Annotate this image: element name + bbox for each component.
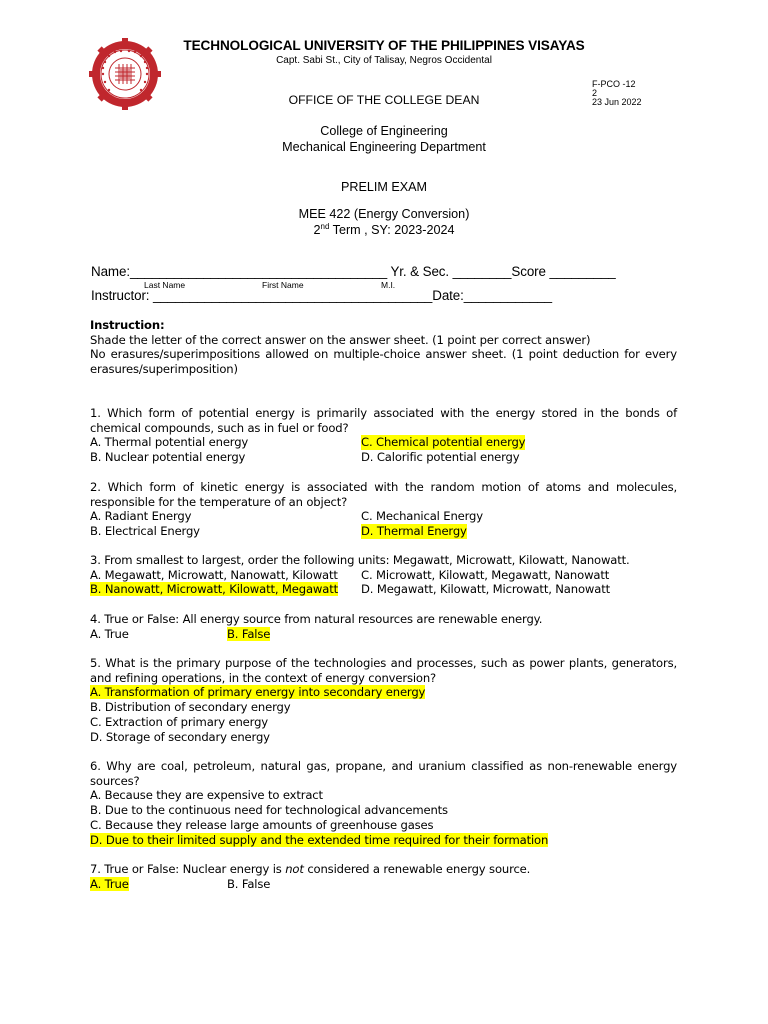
- q7-option-b[interactable]: B. False: [227, 876, 271, 891]
- question-7: [90, 862, 677, 891]
- form-revision: 2: [592, 88, 598, 98]
- question-4: [90, 612, 677, 641]
- q1-option-d[interactable]: D. Calorific potential energy: [361, 450, 520, 465]
- question-7-emphasis: not: [285, 862, 304, 876]
- q5-option-a-answer[interactable]: A. Transformation of primary energy into secondary energy: [90, 685, 426, 700]
- question-6-text: 6. Why are coal, petroleum, natural gas, propane, and uranium classified as non-renewable energy sources?: [90, 759, 677, 788]
- office-title: OFFICE OF THE COLLEGE DEAN: [288, 93, 480, 107]
- question-2: [90, 480, 677, 539]
- question-3-text: 3. From smallest to largest, order the following units: Megawatt, Microwatt, Kilowatt, Nanowatt.: [90, 553, 630, 567]
- q6-option-b[interactable]: B. Due to the continuous need for technological advancements: [90, 803, 448, 818]
- q2-option-a[interactable]: A. Radiant Energy: [90, 509, 192, 524]
- question-3: [90, 553, 677, 597]
- question-4-text: 4. True or False: All energy source from natural resources are renewable energy.: [90, 612, 543, 626]
- q1-option-b[interactable]: B. Nuclear potential energy: [90, 450, 246, 465]
- q7-option-a-answer[interactable]: A. True: [90, 876, 129, 891]
- exam-title: PRELIM EXAM: [340, 180, 428, 194]
- question-1: [90, 406, 677, 465]
- q3-option-c[interactable]: C. Microwatt, Kilowatt, Megawatt, Nanowatt: [361, 567, 610, 582]
- q6-option-c[interactable]: C. Because they release large amounts of greenhouse gases: [90, 817, 434, 832]
- question-7-text: 7. True or False: Nuclear energy is not considered a renewable energy source.: [90, 862, 531, 876]
- q4-option-a[interactable]: A. True: [90, 626, 129, 641]
- q5-option-b[interactable]: B. Distribution of secondary energy: [90, 700, 291, 715]
- first-name-label: First Name: [262, 280, 304, 290]
- q1-option-c-answer[interactable]: C. Chemical potential energy: [361, 435, 526, 450]
- q6-option-d-answer[interactable]: D. Due to their limited supply and the extended time required for their formation: [90, 832, 549, 847]
- instruction-line-1: Shade the letter of the correct answer on the answer sheet. (1 point per correct answer): [90, 332, 591, 347]
- question-6: [90, 759, 677, 847]
- question-5: [90, 656, 677, 744]
- q1-option-a[interactable]: A. Thermal potential energy: [90, 435, 249, 450]
- instruction-line-2: No erasures/superimpositions allowed on multiple-choice answer sheet. (1 point deduction for every erasures/superimposition): [90, 347, 677, 377]
- name-field-line[interactable]: Name:___________________________________ Yr. & Sec. ________Score _________: [91, 264, 616, 279]
- term-rest: Term , SY: 2023-2024: [329, 223, 455, 238]
- course-title: MEE 422 (Energy Conversion): [298, 207, 470, 221]
- q3-option-b-answer[interactable]: B. Nanowatt, Microwatt, Kilowatt, Megawatt: [90, 582, 339, 597]
- university-address: Capt. Sabi St., City of Talisay, Negros Occidental: [276, 55, 492, 66]
- question-2-text: 2. Which form of kinetic energy is associated with the random motion of atoms and molecules, responsible for the temperature of an object?: [90, 480, 677, 509]
- q5-option-d[interactable]: D. Storage of secondary energy: [90, 729, 270, 744]
- q4-option-b-answer[interactable]: B. False: [227, 626, 271, 641]
- term-line: [0, 222, 768, 237]
- q6-option-a[interactable]: A. Because they are expensive to extract: [90, 788, 323, 803]
- question-1-text: 1. Which form of potential energy is primarily associated with the energy stored in the bonds of chemical compounds, such as in fuel or food?: [90, 406, 677, 435]
- mi-label: M.I.: [381, 280, 396, 290]
- q5-option-c[interactable]: C. Extraction of primary energy: [90, 714, 269, 729]
- q3-option-d[interactable]: D. Megawatt, Kilowatt, Microwatt, Nanowatt: [361, 582, 610, 597]
- q3-option-a[interactable]: A. Megawatt, Microwatt, Nanowatt, Kilowatt: [90, 567, 338, 582]
- form-code: F-PCO -12: [592, 79, 636, 89]
- q2-option-c[interactable]: C. Mechanical Energy: [361, 509, 483, 524]
- college-name: College of Engineering: [320, 124, 448, 138]
- university-name: TECHNOLOGICAL UNIVERSITY OF THE PHILIPPINES VISAYAS: [183, 38, 585, 53]
- last-name-label: Last Name: [144, 280, 186, 290]
- q2-option-b[interactable]: B. Electrical Energy: [90, 524, 200, 539]
- term-number: 2: [313, 223, 321, 238]
- form-date: 23 Jun 2022: [592, 97, 642, 107]
- department-name: Mechanical Engineering Department: [282, 140, 486, 154]
- instruction-heading: Instruction:: [90, 318, 165, 332]
- q2-option-d-answer[interactable]: D. Thermal Energy: [361, 524, 467, 539]
- question-5-text: 5. What is the primary purpose of the technologies and processes, such as power plants, generators, and refining operations, in the context of energy conversion?: [90, 656, 677, 685]
- term-suffix: nd: [320, 222, 330, 231]
- instruction-block: [90, 318, 677, 377]
- instructor-field-line[interactable]: Instructor: ______________________________________Date:____________: [91, 288, 552, 303]
